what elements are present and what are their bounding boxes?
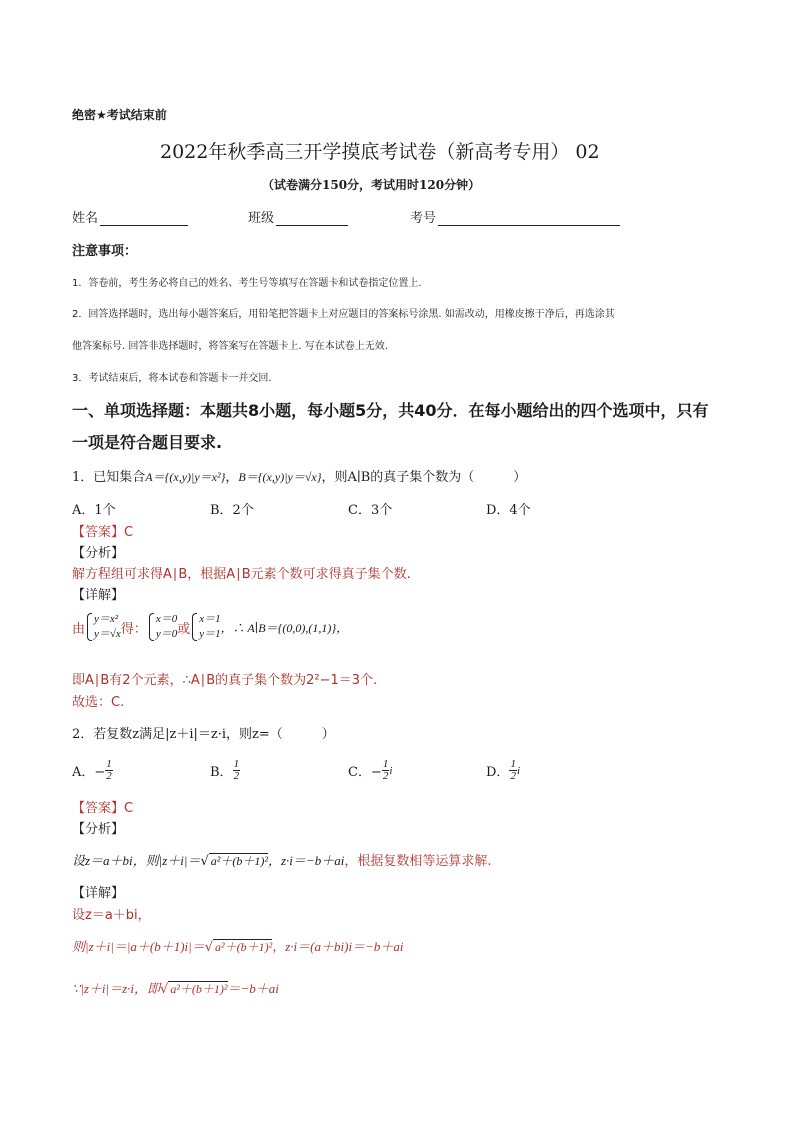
q1-set-a: A＝{(x,y)|y＝x²} xyxy=(145,470,226,484)
q1-analysis: 解方程组可求得A∣B，根据A∣B元素个数可求得真子集个数. xyxy=(72,567,411,582)
q1-option-d: D．4个 xyxy=(486,503,531,518)
q1-sep: ， xyxy=(225,470,239,485)
q1-d-result: ，∴ A∣B＝{(0,0),(1,1)}， xyxy=(220,620,349,635)
q1-conclusion: 故选：C. xyxy=(72,695,125,710)
q2-detail-3: ∵|z＋i|＝z·i，即√ a²＋(b＋1)²＝−b＋ai xyxy=(72,981,279,997)
q1-detail-label: 【详解】 xyxy=(72,588,125,603)
q2-detail-2: 则|z＋i|＝|a＋(b＋1)i|＝√ a²＋(b＋1)²，z·i＝(a＋bi)i＝−b＋ai xyxy=(72,939,404,955)
page-subtitle: （试卷满分150分，考试用时120分钟） xyxy=(262,178,481,192)
q2-option-a: A．− $\frac{1}{2}$ xyxy=(72,758,112,782)
q2-option-b: B． $\frac{1}{2}$ xyxy=(210,758,240,782)
q2-option-a-fraction: $\frac{1}{2}$ xyxy=(106,758,112,782)
q2-option-c: C．− $\frac{1}{2}$ i xyxy=(348,758,393,782)
q1-ask: ，则A∣B的真子集个数为（ ） xyxy=(321,470,527,485)
q2-option-d-fraction: $\frac{1}{2}$ xyxy=(510,758,516,782)
name-field xyxy=(72,207,188,226)
q2-option-d: D． $\frac{1}{2}$ i xyxy=(486,758,520,782)
q2-stem: 2．若复数z满足|z＋i|＝z·i，则z=（ ） xyxy=(72,727,335,742)
q1-option-a: A．1个 xyxy=(72,503,116,518)
section-heading-line1: 一、单项选择题：本题共8小题，每小题5分，共40分．在每小题给出的四个选项中，只有 xyxy=(72,401,709,420)
exam-no-field xyxy=(410,207,620,226)
q2-detail-1: 设z＝a＋bi， xyxy=(72,908,151,923)
q1-system-1: y＝x² y＝√x xyxy=(85,612,121,642)
q2-analysis: 设z＝a＋bi，则|z＋i|＝√ a²＋(b＋1)²，z·i＝−b＋ai，根据复数相等运算求解. xyxy=(72,853,492,869)
q2-analysis-label: 【分析】 xyxy=(72,822,125,837)
q2-option-c-fraction: $\frac{1}{2}$ xyxy=(382,758,389,782)
note-3: 3．考试结束后，将本试卷和答题卡一并交回. xyxy=(72,373,272,384)
q1-d-de: 得： xyxy=(120,621,147,637)
q1-detail-line1 xyxy=(72,612,348,642)
section-heading-line2: 一项是符合题目要求. xyxy=(72,433,223,452)
note-1: 1．答卷前，考生务必将自己的姓名、考生号等填写在答题卡和试卷指定位置上. xyxy=(72,278,422,289)
q2-detail-label: 【详解】 xyxy=(72,886,125,901)
q1-prefix: 1．已知集合 xyxy=(72,470,146,485)
class-field xyxy=(248,207,348,226)
name-label: 姓名 xyxy=(72,211,99,226)
note-2a: 2．回答选择题时，选出每小题答案后，用铅笔把答题卡上对应题目的答案标号涂黑. 如需改动，用橡皮擦干净后，再选涂其 xyxy=(72,309,615,320)
q1-d-you: 由 xyxy=(72,621,86,637)
page-title: 2022年秋季高三开学摸底考试卷（新高考专用） 02 xyxy=(160,141,600,163)
q2-answer: 【答案】C xyxy=(72,801,134,816)
note-2b: 他答案标号. 回答非选择题时，将答案写在答题卡上. 写在本试卷上无效. xyxy=(72,341,388,352)
q1-system-3: x＝1 y＝1 xyxy=(190,612,220,642)
q1-answer: 【答案】C xyxy=(72,525,134,540)
name-blank xyxy=(100,211,188,226)
q1-stem xyxy=(72,466,526,485)
q2-option-b-fraction: $\frac{1}{2}$ xyxy=(233,758,240,782)
q1-d-huo: 或 xyxy=(177,621,191,637)
q1-analysis-label: 【分析】 xyxy=(72,546,125,561)
exam-no-blank xyxy=(438,211,620,226)
q1-option-c: C．3个 xyxy=(348,503,393,518)
confidential-label: 绝密★考试结束前 xyxy=(72,108,167,122)
class-blank xyxy=(276,211,348,226)
class-label: 班级 xyxy=(248,211,275,226)
notes-heading: 注意事项： xyxy=(72,244,138,259)
q1-option-b: B．2个 xyxy=(210,503,254,518)
q1-set-b: B＝{(x,y)|y＝√x} xyxy=(238,470,322,484)
q1-detail-line2: 即A∣B有2个元素，∴A∣B的真子集个数为2²−1＝3个. xyxy=(72,673,378,688)
q1-system-2: x＝0 y＝0 xyxy=(147,612,177,642)
exam-no-label: 考号 xyxy=(410,211,437,226)
